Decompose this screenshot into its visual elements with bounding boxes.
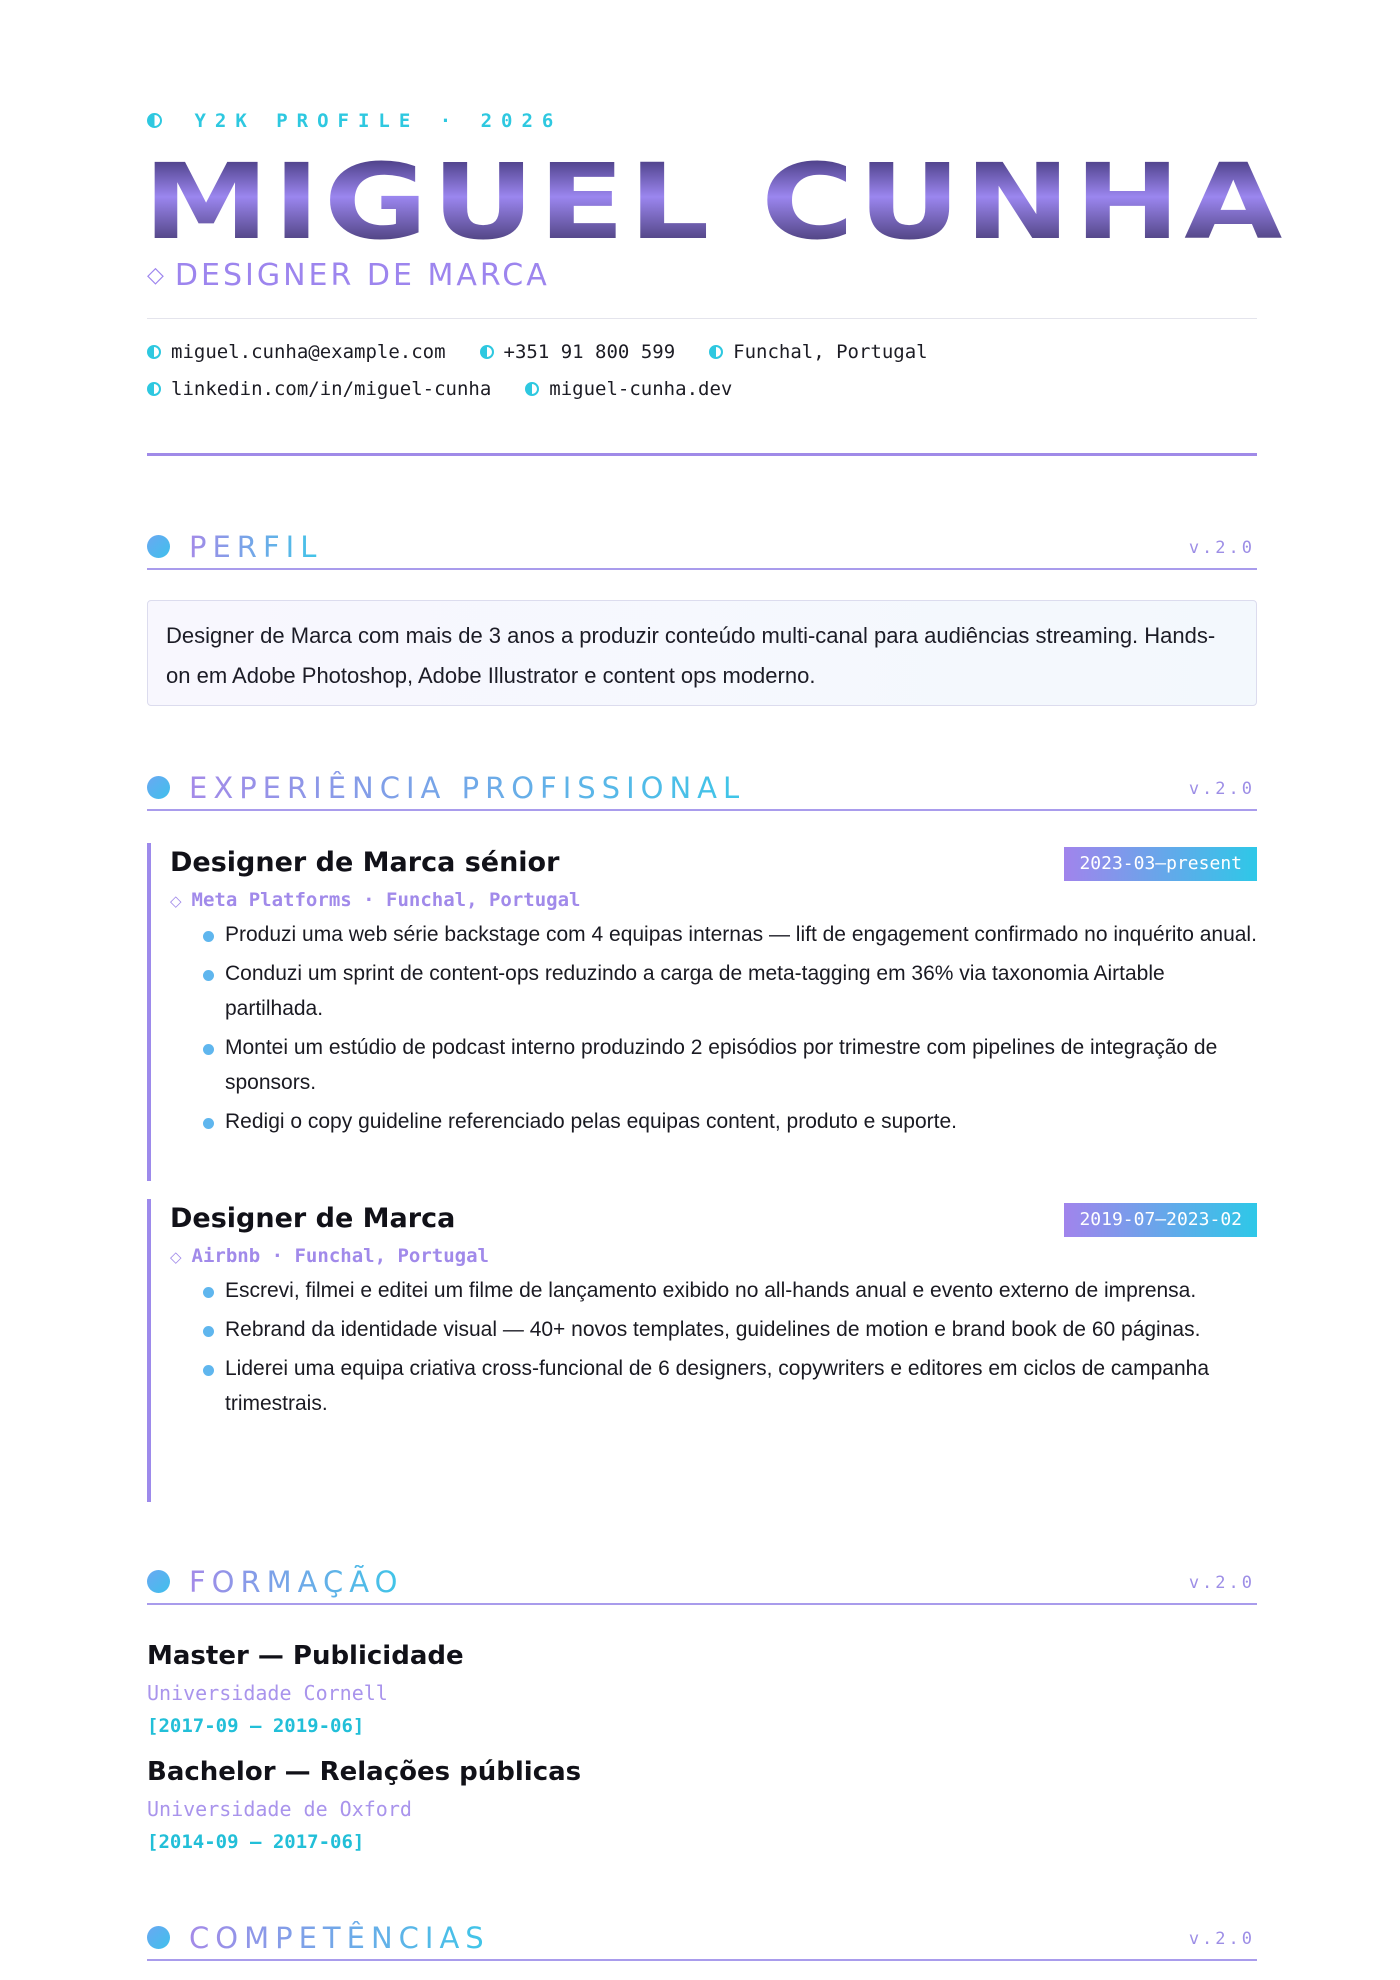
contact-list xyxy=(147,333,1257,407)
section-header-experiencia xyxy=(147,765,1257,811)
contact-website-text: miguel-cunha.dev xyxy=(549,377,733,400)
header-accent-rule xyxy=(147,453,1257,456)
section-dot-icon xyxy=(147,1926,170,1949)
contact-location-text: Funchal, Portugal xyxy=(733,340,928,363)
education-degree: Bachelor — Relações públicas xyxy=(147,1757,582,1787)
section-header-formacao xyxy=(147,1559,1257,1605)
contact-email-text: miguel.cunha@example.com xyxy=(171,340,446,363)
profile-summary: Designer de Marca com mais de 3 anos a produzir conteúdo multi-canal para audiências streaming. Hands-on em Adobe Photoshop, Adobe Illustrator e content ops moderno. xyxy=(147,600,1257,706)
job-organization-text: Meta Platforms · Funchal, Portugal xyxy=(191,889,581,911)
education-entry xyxy=(147,1752,1257,1858)
diamond-icon: ◇ xyxy=(147,263,167,288)
job-title: Designer de Marca sénior xyxy=(170,847,560,878)
candidate-name: MIGUEL CUNHA xyxy=(143,141,1286,263)
section-dot-icon xyxy=(147,1570,170,1593)
role-text: DESIGNER DE MARCA xyxy=(174,258,550,293)
contact-phone-text: +351 91 800 599 xyxy=(503,340,676,363)
job-entry xyxy=(147,843,1257,1181)
section-dot-icon xyxy=(147,776,170,799)
section-version: v.2.0 xyxy=(1188,1573,1255,1593)
job-organization-text: Airbnb · Funchal, Portugal xyxy=(191,1245,489,1267)
list-item: Conduzi um sprint de content-ops reduzindo a carga de meta-tagging em 36% via taxonomia Airtable partilhada. xyxy=(203,956,1257,1026)
header-divider xyxy=(147,318,1257,319)
list-item: Escrevi, filmei e editei um filme de lançamento exibido no all-hands anual e evento externo de imprensa. xyxy=(203,1273,1257,1308)
contact-row xyxy=(147,370,1257,407)
contact-phone[interactable] xyxy=(480,341,676,363)
section-title: FORMAÇÃO xyxy=(189,1565,404,1599)
half-circle-icon xyxy=(525,382,539,396)
education-dates: [2017-09 – 2019-06] xyxy=(147,1715,365,1737)
section-dot-icon xyxy=(147,535,170,558)
job-date-badge: 2023-03—present xyxy=(1064,847,1257,881)
resume-page xyxy=(143,0,1286,1980)
list-item: Produzi uma web série backstage com 4 equipas internas — lift de engagement confirmado no inquérito anual. xyxy=(203,917,1257,952)
list-item: Liderei uma equipa criativa cross-funcional de 6 designers, copywriters e editores em ciclos de campanha trimestrais. xyxy=(203,1351,1257,1421)
half-circle-icon xyxy=(147,345,161,359)
contact-website[interactable] xyxy=(525,378,732,400)
section-title: EXPERIÊNCIA PROFISSIONAL xyxy=(189,771,746,805)
list-item: Redigi o copy guideline referenciado pelas equipas content, produto e suporte. xyxy=(203,1104,1257,1139)
section-version: v.2.0 xyxy=(1188,538,1255,558)
contact-email[interactable] xyxy=(147,341,446,363)
education-entry xyxy=(147,1636,1257,1742)
diamond-icon: ◇ xyxy=(170,1248,182,1266)
half-circle-icon xyxy=(147,382,161,396)
section-header-competencias xyxy=(147,1915,1257,1961)
diamond-icon: ◇ xyxy=(170,892,182,910)
section-title: COMPETÊNCIAS xyxy=(189,1921,490,1955)
job-bullets xyxy=(203,1273,1257,1421)
role-title xyxy=(147,258,550,293)
education-degree: Master — Publicidade xyxy=(147,1641,464,1671)
list-item: Rebrand da identidade visual — 40+ novos templates, guidelines de motion e brand book de 60 páginas. xyxy=(203,1312,1257,1347)
job-title: Designer de Marca xyxy=(170,1203,456,1234)
job-organization xyxy=(170,883,1257,917)
job-bullets xyxy=(203,917,1257,1139)
half-circle-icon xyxy=(709,345,723,359)
education-school: Universidade de Oxford xyxy=(147,1797,412,1821)
list-item: Montei um estúdio de podcast interno produzindo 2 episódios por trimestre com pipelines de integração de sponsors. xyxy=(203,1030,1257,1100)
section-version: v.2.0 xyxy=(1188,1929,1255,1949)
eyebrow xyxy=(147,110,562,132)
job-date-badge: 2019-07—2023-02 xyxy=(1064,1203,1257,1237)
half-circle-icon xyxy=(147,113,162,128)
contact-location xyxy=(709,341,927,363)
education-school: Universidade Cornell xyxy=(147,1681,388,1705)
education-dates: [2014-09 – 2017-06] xyxy=(147,1831,365,1853)
half-circle-icon xyxy=(480,345,494,359)
contact-linkedin-text: linkedin.com/in/miguel-cunha xyxy=(171,377,492,400)
contact-row xyxy=(147,333,1257,370)
section-title: PERFIL xyxy=(189,530,323,564)
section-header-perfil xyxy=(147,524,1257,570)
section-version: v.2.0 xyxy=(1188,779,1255,799)
job-entry xyxy=(147,1199,1257,1502)
job-organization xyxy=(170,1239,1257,1273)
eyebrow-text: Y2K PROFILE · 2026 xyxy=(194,110,563,132)
contact-linkedin[interactable] xyxy=(147,378,491,400)
